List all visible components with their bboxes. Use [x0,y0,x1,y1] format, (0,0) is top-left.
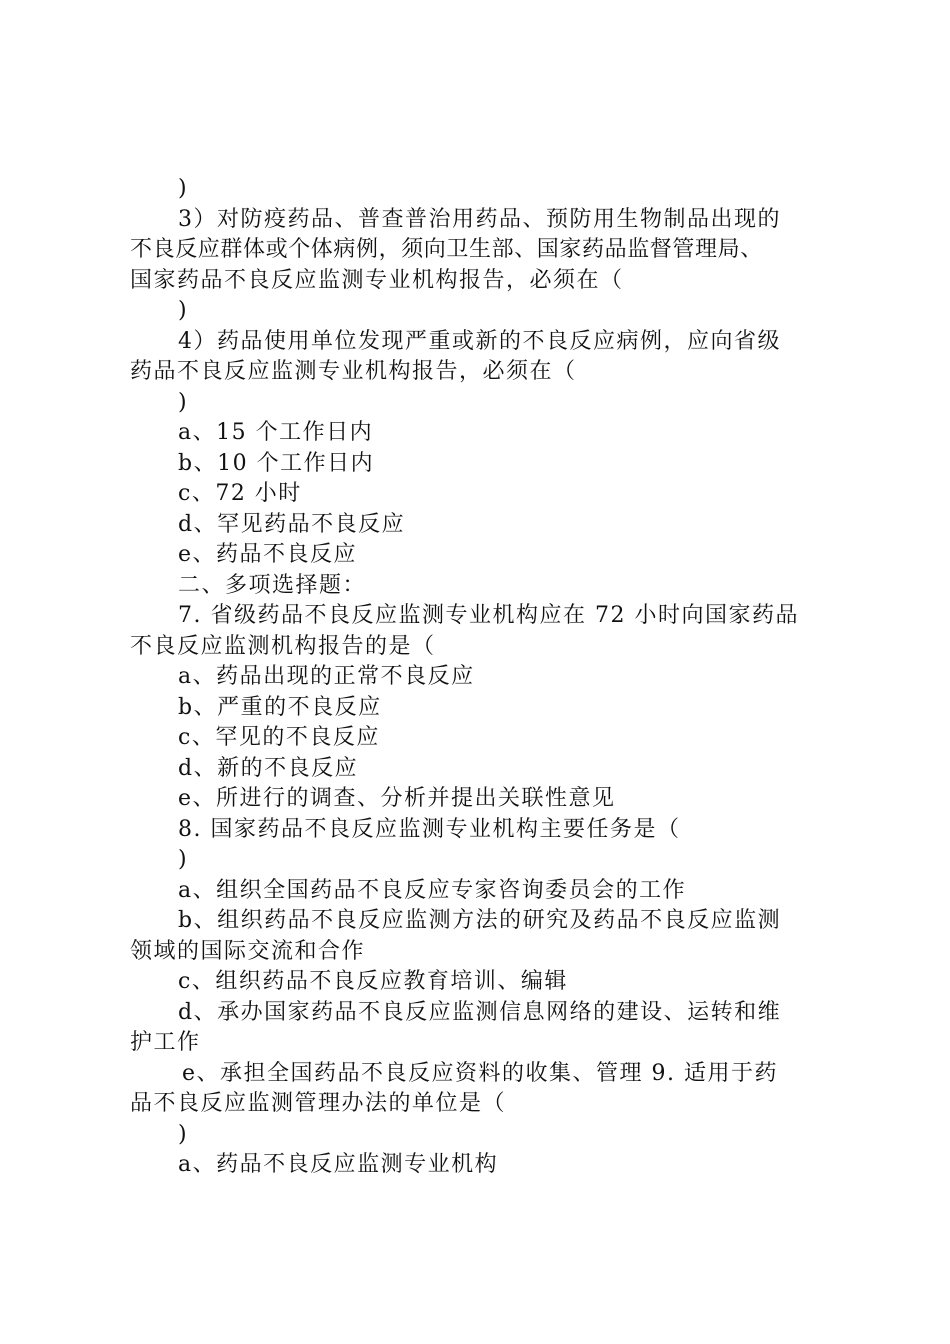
option-e: e、所进行的调查、分析并提出关联性意见 [178,786,616,811]
closing-paren: ) [178,1121,189,1147]
option-d-line-2: 护工作 [130,1030,201,1055]
document-body [130,174,835,1181]
closing-paren: ) [178,298,189,323]
option-e: e、药品不良反应 [178,542,358,567]
question-8: 8. 国家药品不良反应监测专业机构主要任务是（ [178,816,681,842]
option-b: b、严重的不良反应 [178,694,382,720]
option-c: c、组织药品不良反应教育培训、编辑 [178,969,568,994]
section-heading: 二、多项选择题： [178,572,367,598]
question-9-line-2: 品不良反应监测管理办法的单位是（ [130,1091,507,1116]
option-c: c、72 小时 [178,481,302,506]
option-b-line-2: 领域的国际交流和合作 [130,938,366,964]
question-4-line-1: 4）药品使用单位发现严重或新的不良反应病例，应向省级 [178,328,781,354]
closing-paren: ) [178,847,189,872]
closing-paren: ) [178,176,189,201]
question-3-line-2: 不良反应群体或个体病例，须向卫生部、国家药品监督管理局、 [130,237,763,262]
option-a: a、组织全国药品不良反应专家咨询委员会的工作 [178,877,687,903]
option-a: a、药品出现的正常不良反应 [178,664,475,689]
question-7-line-1: 7. 省级药品不良反应监测专业机构应在 72 小时向国家药品 [178,603,799,628]
option-d-line-1: d、承办国家药品不良反应监测信息网络的建设、运转和维 [178,999,782,1025]
option-a: a、药品不良反应监测专业机构 [178,1152,499,1177]
option-e-line-1: e、承担全国药品不良反应资料的收集、管理 9. 适用于药 [182,1060,778,1086]
question-3-line-3: 国家药品不良反应监测专业机构报告，必须在（ [130,267,624,293]
option-d: d、罕见药品不良反应 [178,511,406,537]
question-7-line-2: 不良反应监测机构报告的是（ [130,633,436,659]
option-d: d、新的不良反应 [178,755,359,781]
option-b-line-1: b、组织药品不良反应监测方法的研究及药品不良反应监测 [178,908,782,933]
question-3-line-1: 3）对防疫药品、普查普治用药品、预防用生物制品出现的 [178,206,781,232]
option-a: a、15 个工作日内 [178,420,374,445]
question-4-line-2: 药品不良反应监测专业机构报告，必须在（ [130,359,577,384]
option-b: b、10 个工作日内 [178,450,375,476]
closing-paren: ) [178,389,189,415]
option-c: c、罕见的不良反应 [178,725,380,750]
